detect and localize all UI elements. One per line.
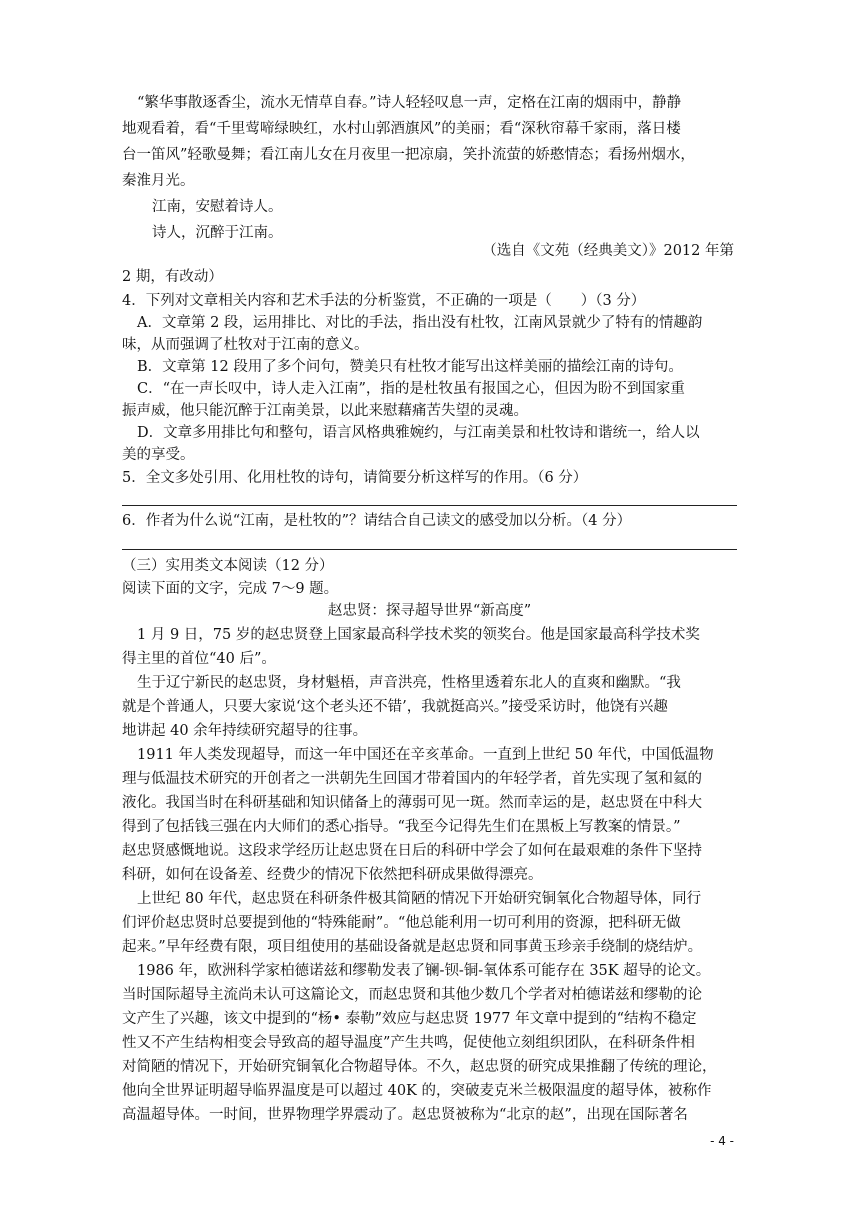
question-6: 6．作者为什么说“江南，是杜牧的”？请结合自己读文的感受加以分析。（4 分） [122,513,632,529]
article-line: 上世纪 80 年代，赵忠贤在科研条件极其简陋的情况下开始研究铜氧化合物超导体，同行 [137,891,702,907]
article-line: 科研，如何在设备差、经费少的情况下依然把科研成果做得漂亮。 [122,867,543,883]
article-line: 1 月 9 日，75 岁的赵忠贤登上国家最高科学技术奖的领奖台。他是国家最高科学技术奖 [137,627,700,643]
article-title: 赵忠贤：探寻超导世界“新高度” [327,603,532,619]
page-number: - 4 - [710,1134,734,1148]
passage-line: 地观看着，看“千里莺啼绿映红，水村山郭酒旗风”的美丽；看“深秋帘幕千家雨，落日楼 [122,121,681,137]
option-b: B．文章第 12 段用了多个问句，赞美只有杜牧才能写出这样美丽的描绘江南的诗句。 [137,359,683,375]
article-line: 性又不产生结构相变会导致高的超导温度”产生共鸣，促使他立刻组织团队，在科研条件相 [122,1035,695,1051]
article-line: 当时国际超导主流尚未认可这篇论文，而赵忠贤和其他少数几个学者对柏德诺兹和缪勒的论 [122,987,702,1003]
article-line: 得到了包括钱三强在内大师们的悉心指导。“我至今记得先生们在黑板上写教案的情景。” [122,819,681,835]
option-a-cont: 味，从而强调了杜牧对于江南的意义。 [122,337,369,353]
passage-line: “繁华事散逐香尘，流水无情草自春。”诗人轻轻叹息一声，定格在江南的烟雨中，静静 [137,95,682,111]
article-line: 赵忠贤感慨地说。这段求学经历让赵忠贤在日后的科研中学会了如何在最艰难的条件下坚持 [122,843,702,859]
article-line: 液化。我国当时在科研基础和知识储备上的薄弱可见一斑。然而幸运的是，赵忠贤在中科大 [122,795,702,811]
passage-line: 秦淮月光。 [122,173,195,189]
article-line: 生于辽宁新民的赵忠贤，身材魁梧，声音洪亮，性格里透着东北人的直爽和幽默。“我 [137,675,681,691]
article-line: 得主里的首位“40 后”。 [122,651,276,667]
option-a: A．文章第 2 段，运用排比、对比的手法，指出没有杜牧，江南风景就少了特有的情趣韵 [137,315,703,331]
article-line: 理与低温技术研究的开创者之一洪朝先生回国才带着国内的年轻学者，首先实现了氢和氦的 [122,771,702,787]
article-line: 们评价赵忠贤时总要提到他的“特殊能耐”。“他总能利用一切可利用的资源，把科研无做 [122,915,681,931]
article-line: 1911 年人类发现超导，而这一年中国还在辛亥革命。一直到上世纪 50 年代，中国低温物 [137,747,714,763]
section-heading: （三）实用类文本阅读（12 分） [122,558,334,574]
article-line: 1986 年，欧洲科学家柏德诺兹和缪勒发表了镧-钡-铜-氧体系可能存在 35K 超导的论文。 [137,963,711,979]
article-line: 就是个普通人，只要大家说‘这个老头还不错’，我就挺高兴。”接受采访时，他饶有兴趣 [122,699,668,715]
passage-line: 江南，安慰着诗人。 [152,199,283,215]
option-d-cont: 美的享受。 [122,447,195,463]
option-c: C．“在一声长叹中，诗人走入江南”，指的是杜牧虽有报国之心，但因为盼不到国家重 [137,381,685,397]
passage-line: 台一笛风”轻歌曼舞；看江南儿女在月夜里一把凉扇，笑扑流萤的娇憨情态；看扬州烟水， [122,147,695,163]
section-instruction: 阅读下面的文字，完成 7～9 题。 [122,581,339,597]
article-line: 高温超导体。一时间，世界物理学界震动了。赵忠贤被称为“北京的赵”，出现在国际著名 [122,1107,688,1123]
article-line: 起来。”早年经费有限，项目组使用的基础设备就是赵忠贤和同事黄玉珍亲手绕制的烧结炉。 [122,939,703,955]
article-line: 文产生了兴趣，该文中提到的“杨• 泰勒”效应与赵忠贤 1977 年文章中提到的“结构不稳定 [122,1011,697,1027]
source-citation: （选自《文苑（经典美文）》2012 年第 [482,243,734,259]
article-line: 他向全世界证明超导临界温度是可以超过 40K 的，突破麦克米兰极限温度的超导体，被称作 [122,1083,712,1099]
question-4-stem: 4．下列对文章相关内容和艺术手法的分析鉴赏，不正确的一项是（ ）（3 分） [122,293,646,309]
article-line: 对简陋的情况下，开始研究铜氧化合物超导体。不久，赵忠贤的研究成果推翻了传统的理论， [122,1059,717,1075]
option-c-cont: 振声威，他只能沉醉于江南美景，以此来慰藉痛苦失望的灵魂。 [122,403,528,419]
answer-line [122,549,737,550]
article-line: 地讲起 40 余年持续研究超导的往事。 [122,723,368,739]
question-5: 5．全文多处引用、化用杜牧的诗句，请简要分析这样写的作用。（6 分） [122,470,588,486]
passage-line: 诗人，沉醉于江南。 [152,225,283,241]
option-d: D．文章多用排比句和整句，语言风格典雅婉约，与江南美景和杜牧诗和谐统一，给人以 [137,425,700,441]
answer-line [122,505,737,506]
source-citation-cont: 2 期，有改动） [122,269,223,285]
